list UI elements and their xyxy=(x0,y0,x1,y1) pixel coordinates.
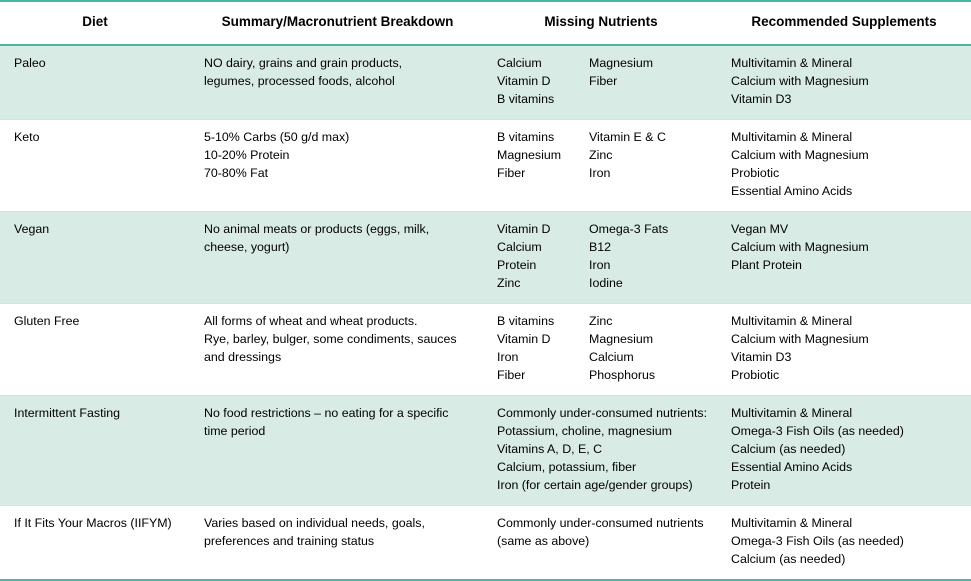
missing-nutrient-line: (same as above) xyxy=(497,533,590,548)
missing-nutrient-line: Commonly under-consumed nutrients xyxy=(497,515,704,530)
summary-line: Rye, barley, bulger, some condiments, sauces xyxy=(204,332,457,346)
table-row xyxy=(0,45,971,119)
cell-recommended-supplements xyxy=(717,45,971,119)
supplement-line: Calcium with Magnesium xyxy=(731,240,869,255)
summary-line: All forms of wheat and wheat products. xyxy=(204,314,418,329)
missing-nutrients-columns xyxy=(497,313,707,385)
cell-diet-name: Intermittent Fasting xyxy=(0,395,190,505)
supplement-line: Multivitamin & Mineral xyxy=(731,515,853,530)
cell-summary xyxy=(190,395,485,505)
cell-diet-name: Paleo xyxy=(0,45,190,119)
missing-nutrients-column-right xyxy=(589,313,719,385)
missing-nutrient-line: Vitamins A, D, E, C xyxy=(497,441,603,456)
cell-missing-nutrients xyxy=(485,395,717,505)
missing-nutrient-line: Potassium, choline, magnesium xyxy=(497,423,672,438)
missing-nutrient-line: Iron xyxy=(497,349,519,364)
missing-nutrient-line: Protein xyxy=(497,258,537,273)
supplement-line: Omega-3 Fish Oils (as needed) xyxy=(731,533,904,548)
missing-nutrients-column-left xyxy=(497,129,589,183)
summary-line: preferences and training status xyxy=(204,533,375,548)
summary-line: 5-10% Carbs (50 g/d max) xyxy=(204,130,350,145)
supplement-line: Calcium (as needed) xyxy=(731,551,846,566)
missing-nutrient-line: Fiber xyxy=(497,367,526,382)
table-row xyxy=(0,505,971,579)
header-row xyxy=(0,1,971,45)
table-row xyxy=(0,120,971,212)
cell-missing-nutrients xyxy=(485,120,717,212)
supplement-line: Probiotic xyxy=(731,367,780,382)
missing-nutrient-line: Zinc xyxy=(589,148,613,163)
missing-nutrient-line: Iron xyxy=(589,258,611,273)
column-header-diet: Diet xyxy=(0,1,190,45)
missing-nutrients-column-left xyxy=(497,313,589,385)
supplement-line: Multivitamin & Mineral xyxy=(731,405,853,420)
supplement-line: Omega-3 Fish Oils (as needed) xyxy=(731,423,904,438)
missing-nutrients-columns xyxy=(497,221,707,293)
table-header xyxy=(0,1,971,45)
supplement-line: Calcium with Magnesium xyxy=(731,74,869,89)
table-row xyxy=(0,395,971,505)
table-row xyxy=(0,212,971,304)
supplement-line: Essential Amino Acids xyxy=(731,459,853,474)
missing-nutrients-columns xyxy=(497,55,707,109)
summary-line: 10-20% Protein xyxy=(204,148,290,163)
missing-nutrient-line: Vitamin E & C xyxy=(589,130,666,145)
missing-nutrient-line: Zinc xyxy=(497,276,521,291)
missing-nutrient-line: Zinc xyxy=(589,314,613,329)
cell-summary xyxy=(190,505,485,579)
cell-recommended-supplements xyxy=(717,505,971,579)
missing-nutrients-column-left xyxy=(497,55,589,109)
missing-nutrient-line: Vitamin D xyxy=(497,332,551,346)
missing-nutrient-line: Calcium, potassium, fiber xyxy=(497,459,637,474)
column-header-summary: Summary/Macronutrient Breakdown xyxy=(190,1,485,45)
missing-nutrient-line: Iron (for certain age/gender groups) xyxy=(497,477,693,492)
cell-summary xyxy=(190,212,485,304)
summary-line: No animal meats or products (eggs, milk, xyxy=(204,222,430,237)
missing-nutrient-line: Vitamin D xyxy=(497,222,551,237)
missing-nutrient-line: Calcium xyxy=(497,240,542,255)
cell-summary xyxy=(190,304,485,396)
cell-missing-nutrients xyxy=(485,304,717,396)
missing-nutrient-line: Magnesium xyxy=(497,148,562,163)
missing-nutrients-column-right xyxy=(589,55,719,109)
missing-nutrient-line: B vitamins xyxy=(497,314,555,329)
supplement-line: Vitamin D3 xyxy=(731,349,792,364)
cell-recommended-supplements xyxy=(717,120,971,212)
cell-summary xyxy=(190,45,485,119)
summary-line: NO dairy, grains and grain products, xyxy=(204,56,403,71)
missing-nutrient-line: Fiber xyxy=(497,166,526,181)
missing-nutrient-line: Omega-3 Fats xyxy=(589,222,669,237)
missing-nutrient-line: Commonly under-consumed nutrients: xyxy=(497,405,708,420)
summary-line: No food restrictions – no eating for a specific xyxy=(204,405,449,420)
supplement-line: Calcium with Magnesium xyxy=(731,148,869,163)
supplement-line: Protein xyxy=(731,477,771,492)
supplement-line: Calcium (as needed) xyxy=(731,441,846,456)
supplement-line: Multivitamin & Mineral xyxy=(731,130,853,145)
cell-recommended-supplements xyxy=(717,395,971,505)
table-body xyxy=(0,45,971,580)
summary-line: and dressings xyxy=(204,349,282,364)
missing-nutrient-line: B12 xyxy=(589,240,612,255)
missing-nutrient-line: Vitamin D xyxy=(497,74,551,89)
missing-nutrients-column-right xyxy=(589,129,719,183)
cell-recommended-supplements xyxy=(717,304,971,396)
supplement-line: Vegan MV xyxy=(731,222,789,237)
summary-line: 70-80% Fat xyxy=(204,166,269,181)
cell-missing-nutrients xyxy=(485,212,717,304)
cell-summary xyxy=(190,120,485,212)
cell-recommended-supplements xyxy=(717,212,971,304)
cell-diet-name: Vegan xyxy=(0,212,190,304)
supplement-line: Plant Protein xyxy=(731,258,802,273)
missing-nutrient-line: Fiber xyxy=(589,74,618,89)
missing-nutrients-column-left xyxy=(497,221,589,293)
summary-line: Varies based on individual needs, goals, xyxy=(204,515,425,530)
cell-missing-nutrients xyxy=(485,505,717,579)
summary-line: legumes, processed foods, alcohol xyxy=(204,74,395,89)
table-row xyxy=(0,304,971,396)
cell-diet-name: Keto xyxy=(0,120,190,212)
missing-nutrient-line: Phosphorus xyxy=(589,367,656,382)
missing-nutrient-line: Iodine xyxy=(589,276,623,291)
missing-nutrients-columns xyxy=(497,129,707,183)
missing-nutrient-line: Magnesium xyxy=(589,56,654,71)
missing-nutrient-line: Calcium xyxy=(497,56,542,71)
missing-nutrient-line: B vitamins xyxy=(497,92,555,107)
supplement-line: Multivitamin & Mineral xyxy=(731,314,853,329)
supplement-line: Vitamin D3 xyxy=(731,92,792,107)
summary-line: time period xyxy=(204,423,266,438)
missing-nutrients-column-right xyxy=(589,221,719,293)
column-header-recommended-supplements: Recommended Supplements xyxy=(717,1,971,45)
summary-line: cheese, yogurt) xyxy=(204,240,290,255)
supplement-line: Multivitamin & Mineral xyxy=(731,56,853,71)
supplement-line: Probiotic xyxy=(731,166,780,181)
cell-missing-nutrients xyxy=(485,45,717,119)
missing-nutrient-line: Calcium xyxy=(589,349,634,364)
column-header-missing-nutrients: Missing Nutrients xyxy=(485,1,717,45)
missing-nutrient-line: Iron xyxy=(589,166,611,181)
missing-nutrient-line: Magnesium xyxy=(589,332,654,346)
cell-diet-name: Gluten Free xyxy=(0,304,190,396)
cell-diet-name: If It Fits Your Macros (IIFYM) xyxy=(0,505,190,579)
supplement-line: Essential Amino Acids xyxy=(731,184,853,199)
supplement-line: Calcium with Magnesium xyxy=(731,332,869,346)
missing-nutrient-line: B vitamins xyxy=(497,130,555,145)
